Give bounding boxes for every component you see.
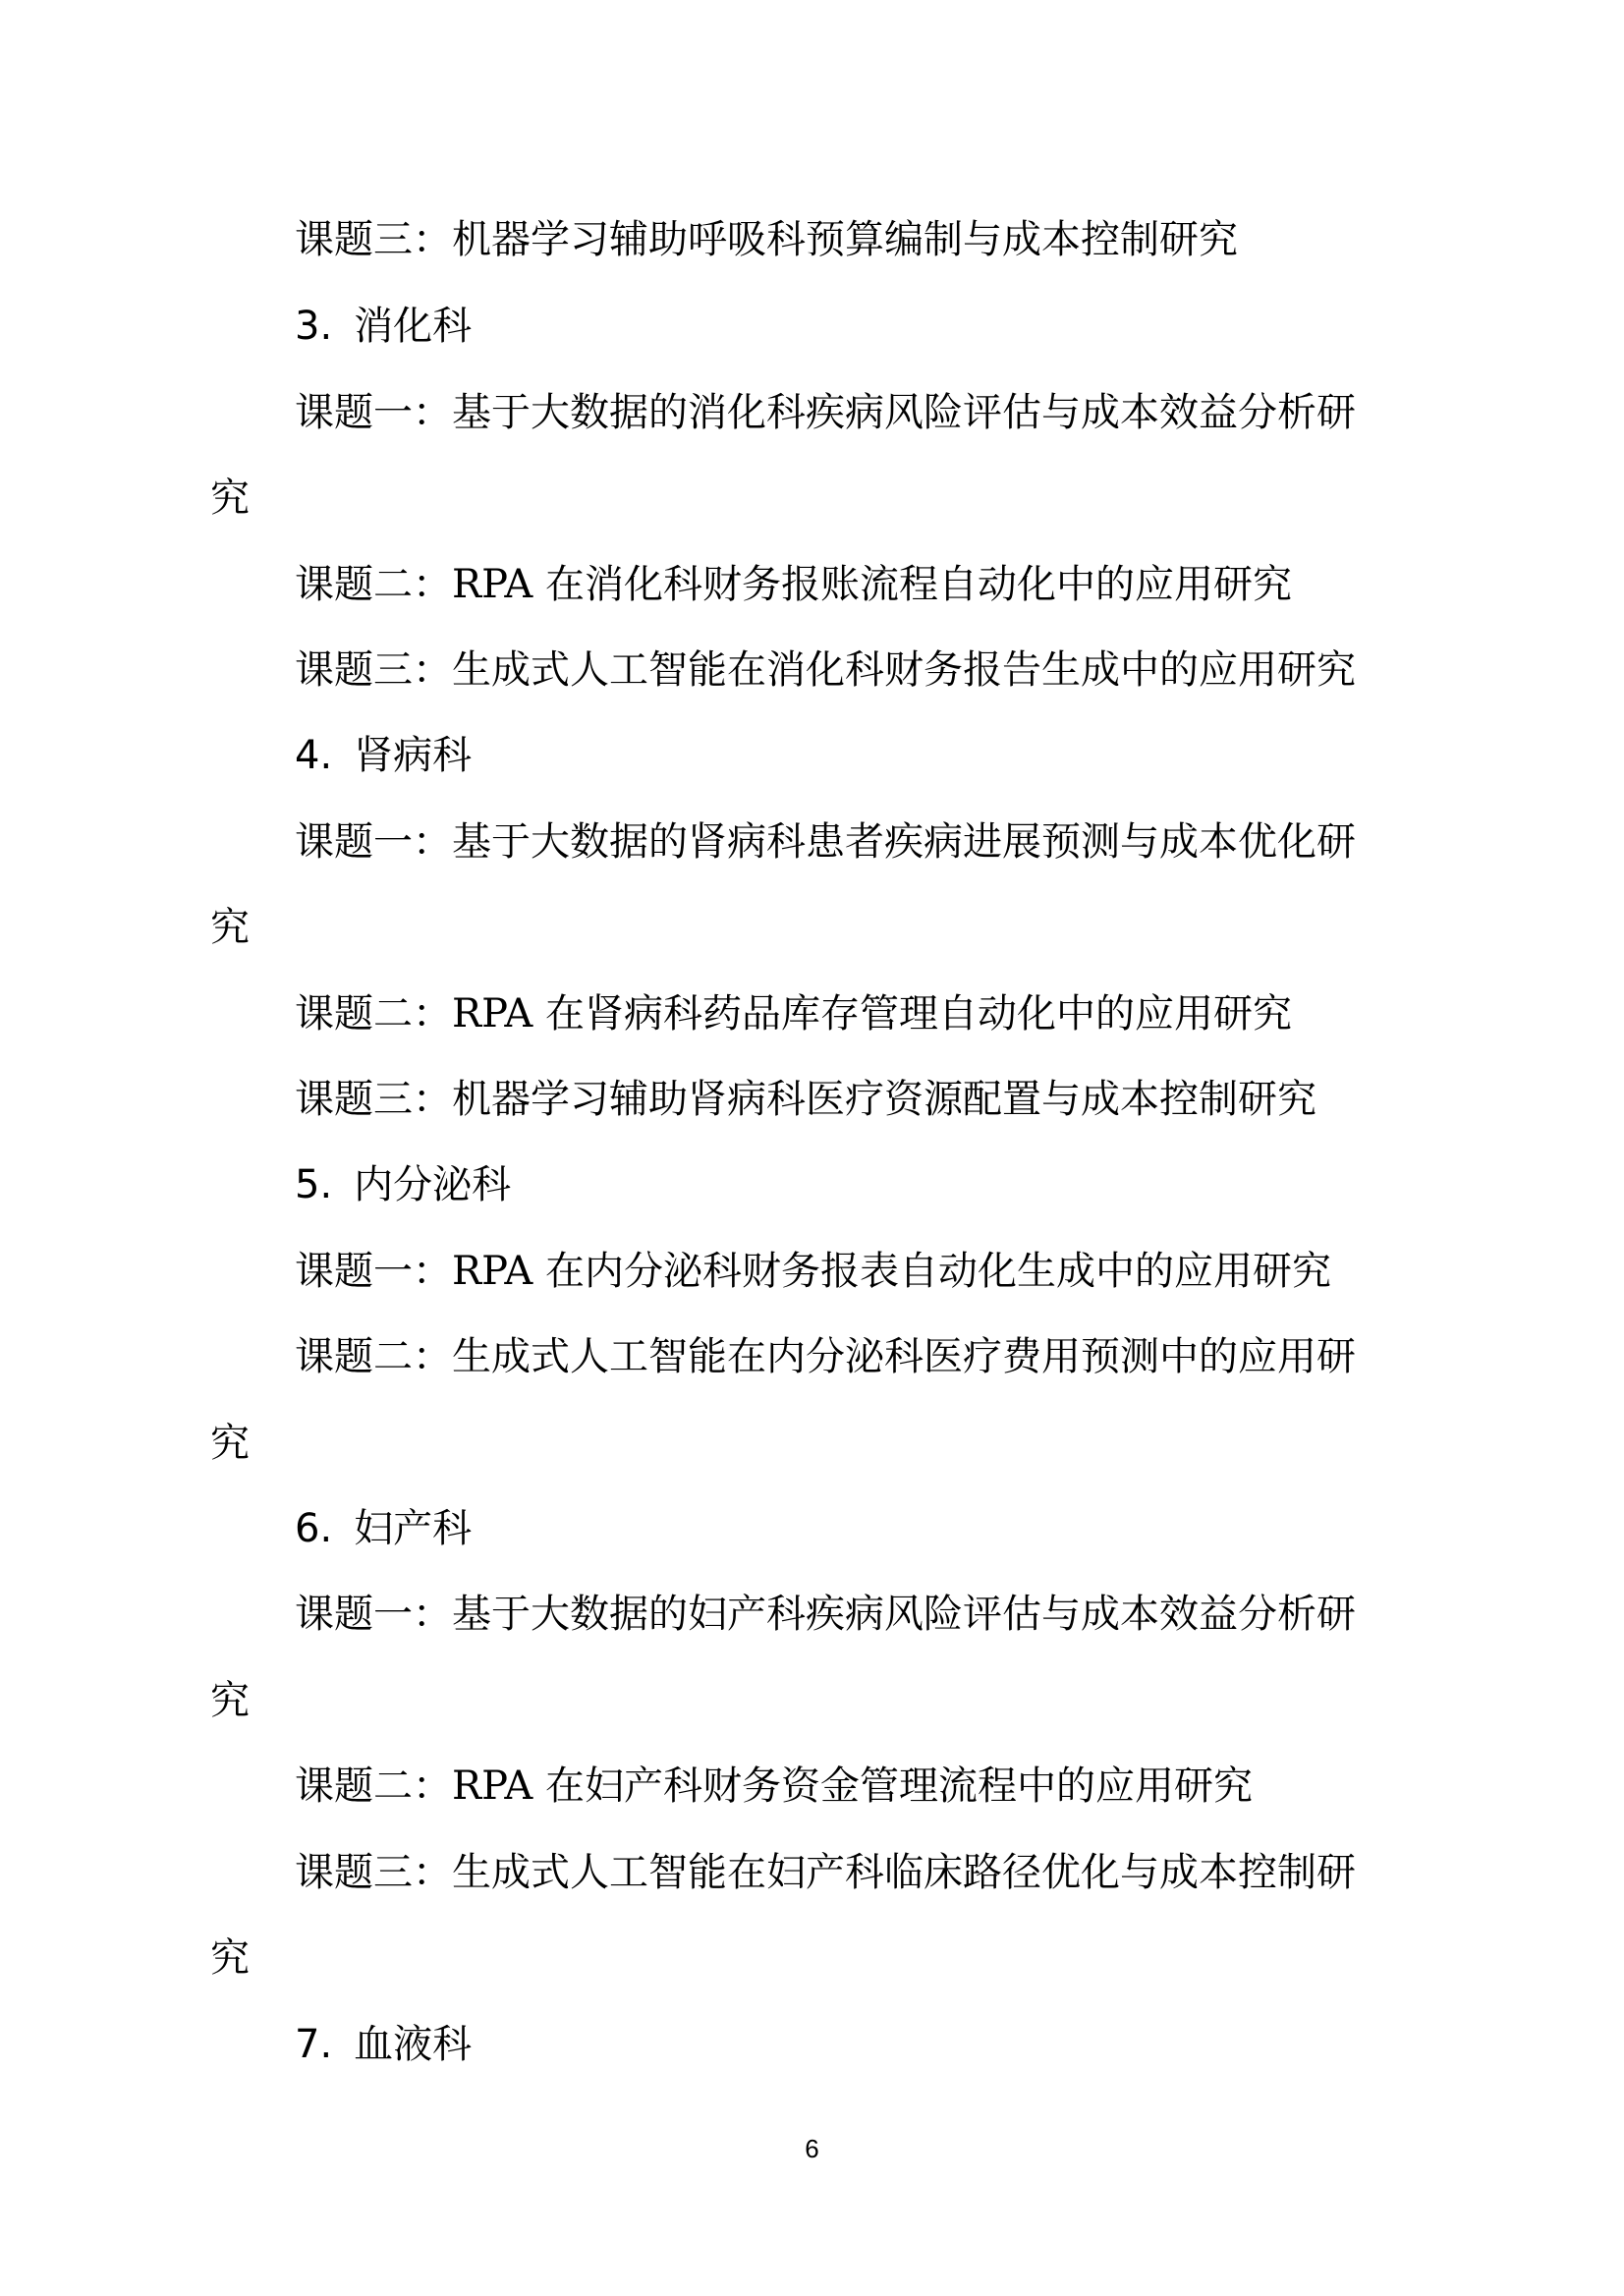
topic-line-endocrinology-2: 课题二：生成式人工智能在内分泌科医疗费用预测中的应用研 [295,1334,1356,1379]
topic-line-nephrology-3: 课题三：机器学习辅助肾病科医疗资源配置与成本控制研究 [295,1077,1316,1122]
topic-line-respiratory-3: 课题三：机器学习辅助呼吸科预算编制与成本控制研究 [295,217,1238,262]
topic-line-obstetrics-2: 课题二：RPA 在妇产科财务资金管理流程中的应用研究 [295,1764,1253,1809]
section-heading-obstetrics [295,1503,472,1554]
section-number: 7. [295,2022,333,2067]
section-title: 消化科 [354,304,473,349]
section-number: 3. [295,304,333,349]
topic-line-obstetrics-1: 课题一：基于大数据的妇产科疾病风险评估与成本效益分析研 [295,1592,1356,1637]
topic-line-wrap: 究 [210,1421,250,1466]
topic-line-obstetrics-3: 课题三：生成式人工智能在妇产科临床路径优化与成本控制研 [295,1850,1356,1895]
topic-line-digestive-1: 课题一：基于大数据的消化科疾病风险评估与成本效益分析研 [295,390,1356,435]
section-title: 妇产科 [354,1506,473,1551]
topic-line-wrap: 究 [210,905,250,950]
page-number: 6 [805,2134,819,2163]
topic-line-nephrology-1: 课题一：基于大数据的肾病科患者疾病进展预测与成本优化研 [295,819,1356,865]
section-title: 血液科 [354,2022,473,2067]
section-number: 6. [295,1506,333,1551]
topic-line-wrap: 究 [210,476,250,521]
topic-line-wrap: 究 [210,1678,250,1723]
section-heading-digestive [295,301,472,352]
section-title: 肾病科 [354,733,473,778]
topic-line-digestive-3: 课题三：生成式人工智能在消化科财务报告生成中的应用研究 [295,647,1356,693]
section-title: 内分泌科 [354,1162,512,1207]
section-heading-endocrinology [295,1159,511,1210]
section-heading-hematology [295,2019,472,2070]
section-number: 4. [295,733,333,778]
section-heading-nephrology [295,730,472,781]
section-number: 5. [295,1162,333,1207]
topic-line-digestive-2: 课题二：RPA 在消化科财务报账流程自动化中的应用研究 [295,562,1292,607]
topic-line-endocrinology-1: 课题一：RPA 在内分泌科财务报表自动化生成中的应用研究 [295,1249,1331,1294]
topic-line-nephrology-2: 课题二：RPA 在肾病科药品库存管理自动化中的应用研究 [295,991,1292,1036]
topic-line-wrap: 究 [210,1935,250,1981]
